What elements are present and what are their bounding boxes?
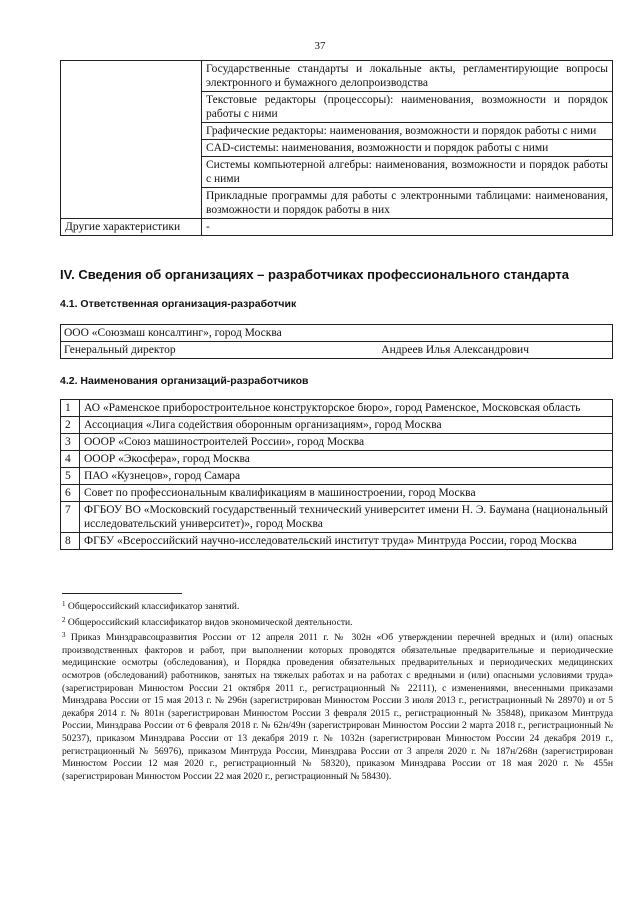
org-name: ФГБУ «Всероссийский научно-исследовательский институт труда» Минтруда России, город Москва: [80, 533, 613, 550]
page-number: 37: [314, 40, 326, 52]
footnote-divider: [62, 593, 182, 594]
table-row: [61, 61, 613, 92]
head-name: Андреев Илья Александрович: [381, 344, 529, 356]
table-row: [61, 417, 613, 434]
org-name: ОООР «Союз машиностроителей России», город Москва: [80, 434, 613, 451]
table-cell: CAD-системы: наименования, возможности и порядок работы с ними: [202, 140, 613, 157]
org-name: ФГБОУ ВО «Московский государственный технический университет имени Н. Э. Баумана (национальный исследовательский университет)», город Москва: [80, 502, 613, 533]
footnote: [62, 598, 613, 614]
table-row: [61, 502, 613, 533]
org-name: ПАО «Кузнецов», город Самара: [80, 468, 613, 485]
table-row: [61, 342, 613, 359]
table-row: [61, 325, 613, 342]
table-row: [61, 533, 613, 550]
developers-table: [60, 399, 613, 550]
skills-table: [60, 60, 613, 236]
footnote-mark: 2: [62, 615, 66, 624]
row-number: 5: [61, 468, 80, 485]
row-number: 2: [61, 417, 80, 434]
footnote: [62, 614, 613, 630]
row-number: 8: [61, 533, 80, 550]
org-name: АО «Раменское приборостроительное конструкторское бюро», город Раменское, Московская область: [80, 400, 613, 417]
footnote-text: Общероссийский классификатор занятий.: [67, 601, 240, 612]
developers-title: 4.2. Наименования организаций-разработчиков: [60, 375, 309, 387]
table-cell: Прикладные программы для работы с электронными таблицами: наименования, возможности и порядок работы в них: [202, 188, 613, 219]
row-number: 1: [61, 400, 80, 417]
footnote: [62, 629, 613, 783]
table-row: [61, 400, 613, 417]
row-number: 6: [61, 485, 80, 502]
footnote-mark: 3: [62, 631, 66, 640]
row-number: 7: [61, 502, 80, 533]
responsible-org-head: [61, 342, 613, 359]
org-name: Ассоциация «Лига содействия оборонным организациям», город Москва: [80, 417, 613, 434]
table-row: [61, 434, 613, 451]
footnote-mark: 1: [62, 600, 66, 608]
org-name: Совет по профессиональным квалификациям в машиностроении, город Москва: [80, 485, 613, 502]
row-number: 3: [61, 434, 80, 451]
org-name: ОООР «Экосфера», город Москва: [80, 451, 613, 468]
table-cell: Графические редакторы: наименования, возможности и порядок работы с ними: [202, 123, 613, 140]
table-cell: Текстовые редакторы (процессоры): наименования, возможности и порядок работы с ними: [202, 92, 613, 123]
table-row: [61, 451, 613, 468]
footnote-text: Общероссийский классификатор видов экономической деятельности.: [67, 616, 353, 628]
table-row: [61, 219, 613, 236]
footnote-text: Приказ Минздравсоцразвития России от 12 апреля 2011 г. № 302н «Об утверждении перечней вредных и (или) опасных производственных факторов и работ, при выполнении которых проводятся обязательные предварительные и периодические медицинские осмотры (обследования), и Порядка проведения обязательных предварительных и периодических медицинских осмотров (обследований) работников, занятых на тяжелых работах и на работах с вредными и (или) опасными условиями труда» (зарегистрирован Минюстом России 21 октября 2011 г., регистрационный № 22111), с изменениями, внесенными приказами Минздрава России от 15 мая 2013 г. № 296н (зарегистрирован Минюстом России 3 июля 2013 г., регистрационный № 28970) и от 5 декабря 2014 г. № 801н (зарегистрирован Минюстом России 3 февраля 2015 г., регистрационный № 35848), приказом Минтруда России, Минздрава России от 6 февраля 2018 г. № 62н/49н (зарегистрирован Минюстом России 2 марта 2018 г., регистрационный № 50237), приказом Минздрава России от 13 декабря 2019 г. № 1032н (зарегистрирован Минюстом России 24 декабря 2019 г., регистрационный № 56976), приказом Минтруда России, Минздрава России от 3 апреля 2020 г. № 187н/268н (зарегистрирован Минюстом России 12 мая 2020 г., регистрационный № 58320), приказом Минздрава России от 18 мая 2020 г. № 455н (зарегистрирован Минюстом России 22 мая 2020 г., регистрационный № 58430).: [62, 632, 613, 782]
table-row: [61, 485, 613, 502]
responsible-org-name: ООО «Союзмаш консалтинг», город Москва: [61, 325, 613, 342]
table-row: [61, 468, 613, 485]
table-cell-empty: [61, 61, 202, 219]
responsible-org-title: 4.1. Ответственная организация-разработчик: [60, 298, 297, 310]
section-title: IV. Сведения об организациях – разработчиках профессионального стандарта: [60, 267, 569, 282]
other-characteristics-value: -: [202, 219, 613, 236]
footnotes: [62, 598, 613, 783]
table-cell: Системы компьютерной алгебры: наименования, возможности и порядок работы с ними: [202, 157, 613, 188]
head-position: Генеральный директор: [64, 344, 176, 356]
head-row: [64, 343, 609, 357]
table-cell: Государственные стандарты и локальные акты, регламентирующие вопросы электронного и бумажного делопроизводства: [202, 61, 613, 92]
other-characteristics-label: Другие характеристики: [61, 219, 202, 236]
row-number: 4: [61, 451, 80, 468]
responsible-org-table: [60, 324, 613, 359]
